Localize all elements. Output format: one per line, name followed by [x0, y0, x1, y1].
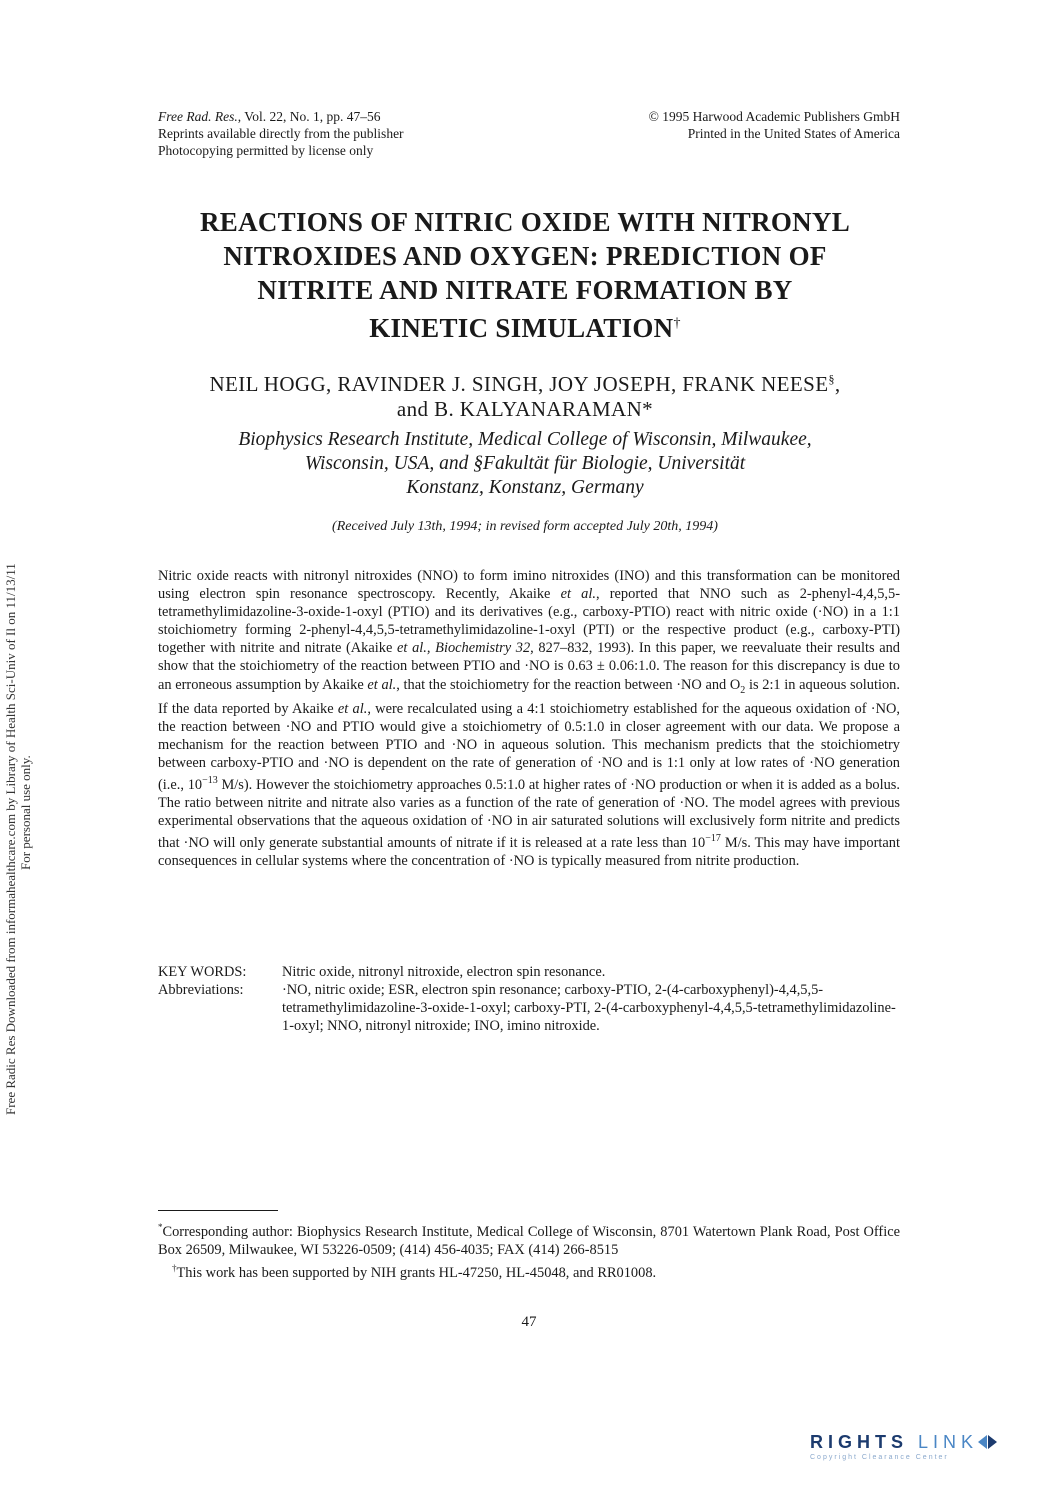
footnote-divider: [158, 1210, 278, 1211]
photocopy-note: Photocopying permitted by license only: [158, 143, 374, 158]
author-mark-star: *: [642, 397, 654, 421]
logo-tagline: Copyright Clearance Center: [810, 1454, 949, 1461]
reprints-note: Reprints available directly from the publisher: [158, 126, 404, 141]
footnote-dagger: †: [172, 1262, 177, 1273]
title-dagger: †: [673, 316, 681, 331]
authors-line-1: NEIL HOGG, RAVINDER J. SINGH, JOY JOSEPH, FRANK NEESE: [209, 372, 829, 396]
footnote-corresponding-author: Corresponding author: Biophysics Research Institute, Medical College of Wisconsin, 8701 Watertown Plank Road, Post Office Box 26509, Milwaukee, WI 53226-0509; (414) 456-4035; FAX (414) 266-8515: [158, 1223, 900, 1258]
logo-left-chevron-icon: [978, 1435, 987, 1449]
abstract-text-3: , 827–832, 1993). In this paper, we reevaluate their results and show that the stoichiometry of the reaction between PTIO and ·NO is 0.63 ± 0.06:1.0. The reason for this discrepancy is due to an erroneous assumption by Akaike: [158, 640, 900, 693]
abstract-text-7: M/s). However the stoichiometry approaches 0.5:1.0 at higher rates of ·NO production or when it is added as a bolus. The ratio between nitrite and nitrate also varies as a function of the rate of generation of ·NO. The model agrees with previous experimental observations that the aqueous oxidation of ·NO in air saturated solutions will exclusively form nitrite and predicts that ·NO will only generate substantial amounts of nitrate if it is released at a rate less than 10: [158, 776, 900, 851]
abstract-text-2: , reported that NNO such as 2-phenyl-4,4,5,5-tetramethylimidazoline-3-oxide-1-oxyl (PTIO) and its derivatives (e.g., carboxy-PTIO) react with nitric oxide (·NO) in a 1:1 stoichiometry forming 2-phenyl-4,4,5,5-tetramethylimidazoline-1-oxyl (PTI) or the respective product (e.g., carboxy-PTI) together with nitrite and nitrate (Akaike: [158, 586, 901, 657]
journal-header: [158, 108, 538, 159]
affiliation-line-3: Konstanz, Konstanz, Germany: [406, 477, 644, 498]
title-line-4: KINETIC SIMULATION: [369, 313, 674, 343]
abstract-etal-3: et al.: [337, 700, 368, 717]
keywords-block: [158, 963, 900, 1035]
abstract-o2-subscript: 2: [740, 684, 746, 696]
authors-comma: ,: [834, 372, 841, 396]
keywords-label: KEY WORDS:: [158, 964, 247, 980]
download-watermark: [3, 0, 43, 1115]
watermark-line-1: Free Radic Res Downloaded from informahealthcare.com by Library of Health Sci-Univ of Il on 11/13/11: [3, 563, 18, 1115]
title-line-2: NITROXIDES AND OXYGEN: PREDICTION OF: [223, 241, 827, 271]
abbreviations-value: ·NO, nitric oxide; ESR, electron spin resonance; carboxy-PTIO, 2-(4-carboxyphenyl)-4,4,5,5-tetramethylimidazoline-3-oxide-1-oxyl; carboxy-PTI, 2-(4-carboxyphenyl-4,4,5,5-tetramethylimidazoline-1-oxyl; NNO, nitronyl nitroxide; INO, imino nitroxide.: [282, 982, 896, 1035]
copyright-notice: © 1995 Harwood Academic Publishers GmbH: [648, 109, 900, 124]
rightslink-logo[interactable]: [810, 1432, 1030, 1472]
abstract-text-8: M/s. This may have important consequences in cellular systems where the concentration of ·NO is typically measured from nitrite production.: [158, 834, 900, 869]
abstract-text-1: Nitric oxide reacts with nitronyl nitroxides (NNO) to form imino nitroxides (INO) and this transformation can be monitored using electron spin resonance spectroscopy. Recently, Akaike: [158, 568, 900, 603]
abstract-etal-2: et al.: [367, 676, 397, 693]
affiliation-line-1: Biophysics Research Institute, Medical College of Wisconsin, Milwaukee,: [238, 429, 812, 450]
affiliation: [160, 428, 890, 500]
footnote-star: *: [158, 1222, 163, 1232]
keywords-value: Nitric oxide, nitronyl nitroxide, electron spin resonance.: [282, 964, 606, 980]
publisher-header: [560, 108, 900, 142]
author-mark-section: §: [828, 372, 835, 386]
abstract-exponent-1: −13: [202, 774, 218, 786]
abstract: [158, 567, 900, 870]
abstract-text-4: , that the stoichiometry for the reaction between ·NO and O: [396, 676, 741, 693]
journal-volume: , Vol. 22, No. 1, pp. 47–56: [237, 109, 381, 124]
watermark-line-2: For personal use only.: [18, 755, 33, 870]
abstract-etal-1: et al.: [560, 586, 596, 603]
title-line-1: REACTIONS OF NITRIC OXIDE WITH NITRONYL: [199, 207, 851, 237]
affiliation-line-2b: §Fakultät für Biologie, Universität: [473, 453, 746, 474]
affiliation-line-2a: Wisconsin, USA, and: [304, 453, 474, 474]
journal-name: Free Rad. Res.: [158, 109, 238, 124]
abstract-text-6: , were recalculated using a 4:1 stoichiometry established for the aqueous oxidation of ·NO, the reaction between ·NO and PTIO would give a stoichiometry of 0.5:1.0 in closer agreement with our data. We propose a mechanism for the reaction between PTIO and ·NO in aqueous solution. This mechanism predicts that the stoichiometry between carboxy-PTIO and ·NO is dependent on the rate of generation of ·NO and is 1:1 only at low rates of ·NO generation (i.e., 10: [158, 700, 900, 793]
logo-right-chevron-icon: [988, 1435, 997, 1449]
author-list: [130, 367, 920, 422]
abstract-text-5: is 2:1 in aqueous solution. If the data reported by Akaike: [158, 676, 900, 717]
logo-rights-text: RIGHTS: [810, 1432, 909, 1452]
received-dates: (Received July 13th, 1994; in revised form accepted July 20th, 1994): [332, 519, 718, 534]
title-line-3: NITRITE AND NITRATE FORMATION BY: [257, 275, 793, 305]
printed-note: Printed in the United States of America: [687, 126, 900, 141]
footnotes: [158, 1218, 900, 1282]
footnote-funding: This work has been supported by NIH grants HL-47250, HL-45048, and RR01008.: [176, 1264, 657, 1281]
authors-line-2: and B. KALYANARAMAN: [396, 397, 643, 421]
abbreviations-label: Abbreviations:: [158, 982, 244, 999]
abstract-citation: et al., Biochemistry 32: [397, 640, 531, 657]
abstract-exponent-2: −17: [705, 832, 721, 844]
paper-title: [130, 205, 920, 345]
logo-link-text: LINK: [918, 1432, 979, 1452]
page-number: 47: [521, 1314, 537, 1330]
